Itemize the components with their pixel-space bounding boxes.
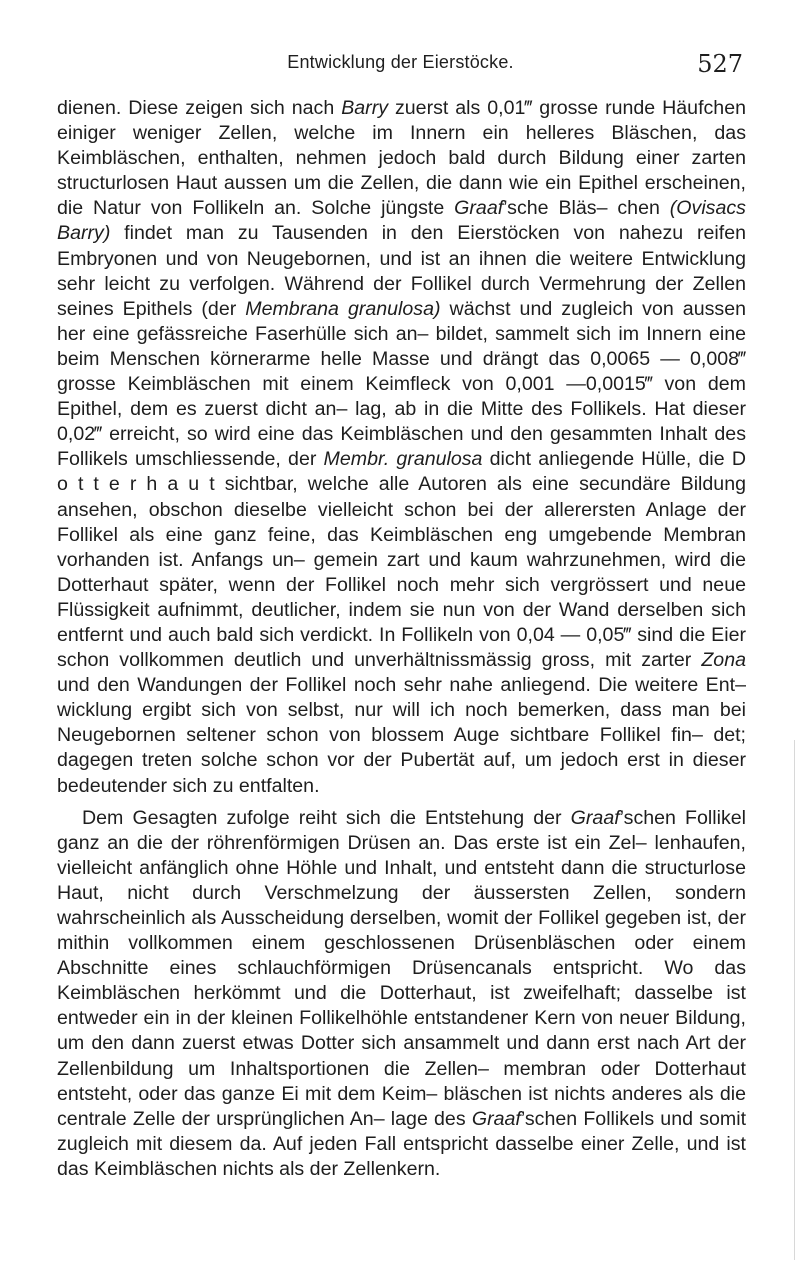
- running-head: [0, 50, 801, 80]
- italic-term: Graaf: [570, 806, 620, 829]
- italic-term: Membrana granulosa): [245, 297, 441, 320]
- italic-term: Graaf: [454, 197, 504, 220]
- paragraph-1: dienen. Diese zeigen sich nach Barry zuerst als 0,01‴ grosse runde Häufchen einiger weniger Zellen, welche im Innern ein helleres Bläschen, das Keimbläschen, enthalten, nehmen jedoch bald durch Bildung einer zarten structurlosen Haut aussen um die Zellen, die dann wie ein Epithel erscheinen, die Natur von Follikeln an. Solche jüngste Graaf’sche Bläs– chen (Ovisacs Barry) findet man zu Tausenden in den Eierstöcken von nahezu reifen Embryonen und von Neugebornen, und ist an ihnen die weitere Entwicklung sehr leicht zu verfolgen. Während der Follikel durch Vermehrung der Zellen seines Epithels (der Membrana granulosa) wächst und zugleich von aussen her eine gefässreiche Faserhülle sich an– bildet, sammelt sich im Innern eine beim Menschen körnerarme helle Masse und drängt das 0,0065 — 0,008‴ grosse Keimbläschen mit einem Keimfleck von 0,001 —0,0015‴ von dem Epithel, dem es zuerst dicht an– lag, ab in die Mitte des Follikels. Hat dieser 0,02‴ erreicht, so wird eine das Keimbläschen und den gesammten Inhalt des Follikels umschliessende, der Membr. granulosa dicht anliegende Hülle, die D o t t e r h a u t sichtbar, welche alle Autoren als eine secundäre Bildung ansehen, obschon dieselbe vielleicht schon bei der allerersten Anlage der Follikel als eine ganz feine, das Keimbläschen eng umgebende Membran vorhanden ist. Anfangs un– gemein zart und kaum wahrzunehmen, wird die Dotterhaut später, wenn der Follikel noch mehr sich vergrössert und neue Flüssigkeit aufnimmt, deutlicher, indem sie nun von der Wand derselben sich entfernt und auch bald sich verdickt. In Follikeln von 0,04 — 0,05‴ sind die Eier schon vollkommen deutlich und unverhältnissmässig gross, mit zarter Zona und den Wandungen der Follikel noch sehr nahe anliegend. Die weitere Ent– wicklung ergibt sich von selbst, nur will ich noch bemerken, dass man bei Neugebornen seltener schon von blossem Auge sichtbare Follikel fin– det; dagegen treten solche schon vor der Pubertät auf, um jedoch erst in dieser bedeutender sich zu entfalten.: [57, 97, 747, 797]
- page-edge-line: [794, 740, 795, 1260]
- paragraph-2: Dem Gesagten zufolge reiht sich die Entstehung der Graaf’schen Follikel ganz an die der röhrenförmigen Drüsen an. Das erste ist ein Zel– lenhaufen, vielleicht anfänglich ohne Höhle und Inhalt, und entsteht dann die structurlose Haut, nicht durch Verschmelzung der äussersten Zellen, sondern wahrscheinlich als Ausscheidung derselben, womit der Follikel gegeben ist, der mithin vollkommen einem geschlossenen Drüsenbläschen oder einem Abschnitte eines schlauchförmigen Drüsencanals entspricht. Wo das Keimbläschen herkömmt und die Dotterhaut, ist zweifelhaft; dasselbe ist entweder ein in der kleinen Follikelhöhle entstandener Kern von neuer Bildung, um den dann zuerst etwas Dotter sich ansammelt und dann erst nach Art der Zellenbildung um Inhaltsportionen die Zellen– membran oder Dotterhaut entsteht, oder das ganze Ei mit dem Keim– bläschen ist nichts anderes als die centrale Zelle der ursprünglichen An– lage des Graaf’schen Follikels und somit zugleich mit diesem da. Auf jeden Fall entspricht dasselbe einer Zelle, und ist das Keimbläschen nichts als der Zellenkern.: [57, 806, 747, 1180]
- running-title: Entwicklung der Eierstöcke.: [287, 52, 514, 72]
- page-number: 527: [697, 50, 743, 78]
- italic-term: Membr. granulosa: [323, 448, 483, 471]
- italic-term: (Ovisacs Barry): [57, 197, 746, 245]
- italic-term: Zona: [701, 649, 746, 672]
- italic-term: Barry: [341, 97, 389, 119]
- body-text: [57, 96, 746, 1182]
- paragraph-gap: [57, 799, 746, 806]
- italic-term: Graaf: [471, 1107, 521, 1130]
